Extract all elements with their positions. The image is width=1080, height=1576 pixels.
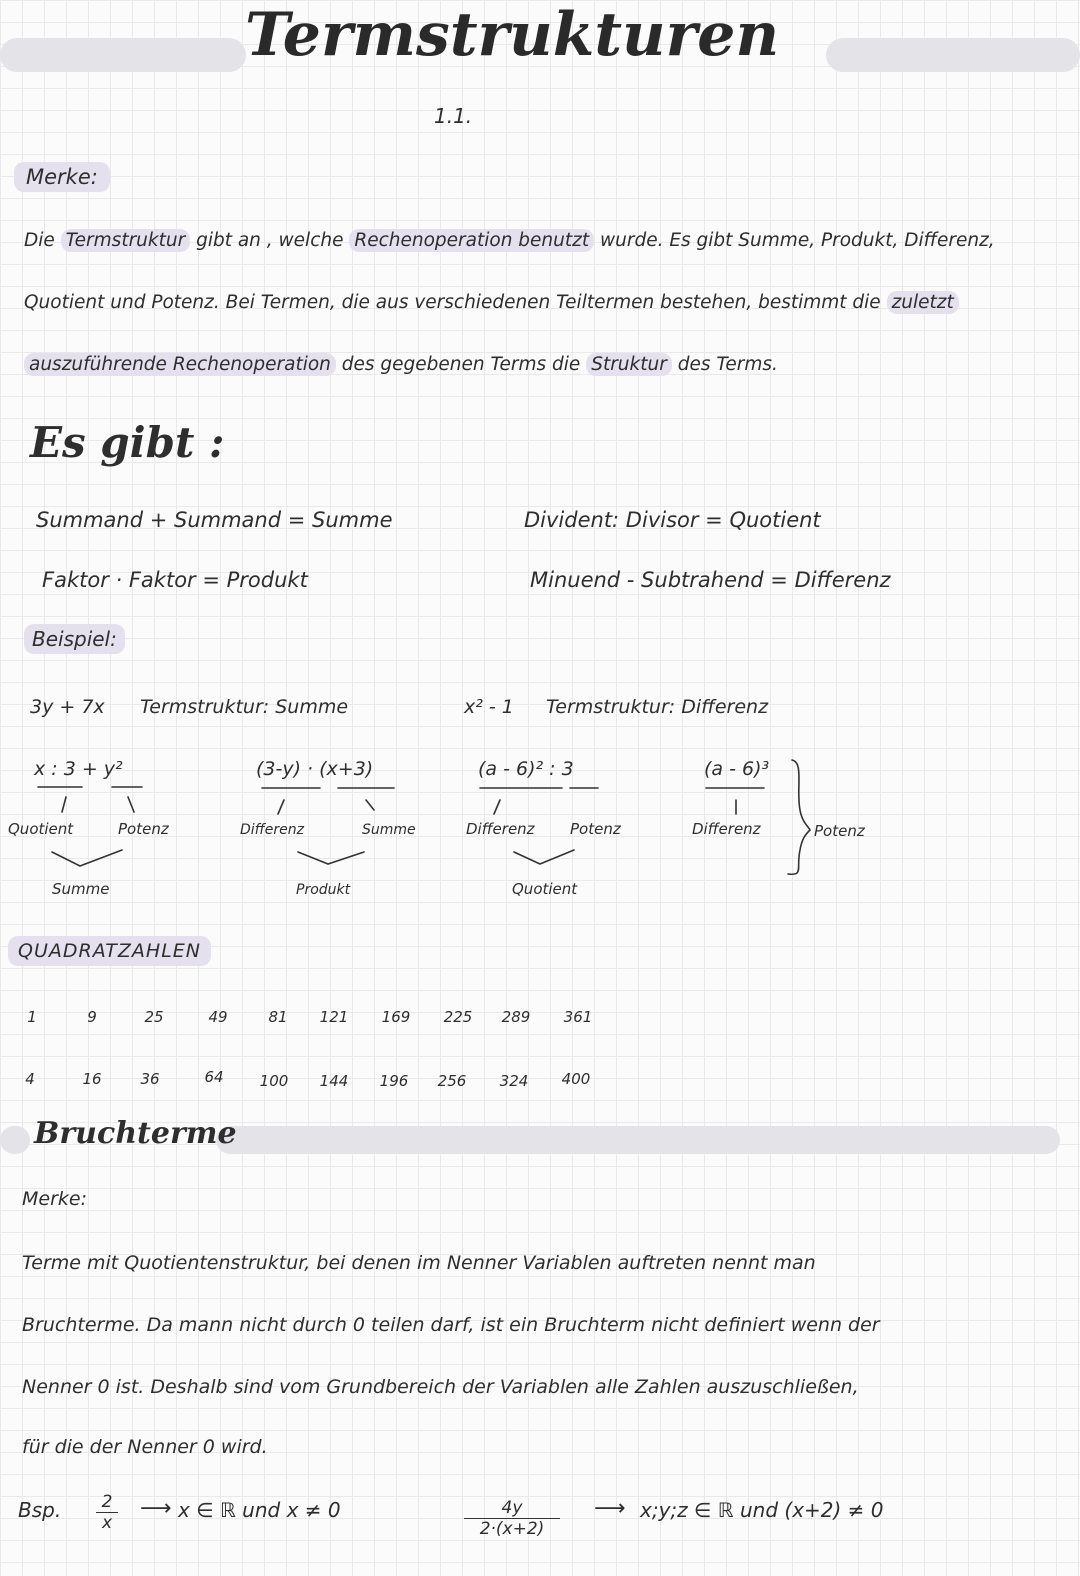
square-number: 225	[443, 1008, 473, 1026]
square-number: 64	[204, 1068, 224, 1086]
formula-differenz: Minuend - Subtrahend = Differenz	[530, 568, 891, 592]
tree-3-root: Quotient	[512, 880, 578, 898]
bruchterme-banner-left	[0, 1126, 30, 1154]
square-number: 400	[561, 1070, 591, 1088]
formula-produkt: Faktor · Faktor = Produkt	[42, 568, 308, 592]
square-number: 169	[381, 1008, 411, 1026]
square-number: 81	[268, 1008, 288, 1026]
square-number: 196	[379, 1072, 409, 1090]
tree-1-term: x : 3 + y²	[34, 758, 123, 780]
merke-line-1: Die Termstruktur gibt an , welche Rechenoperation benutzt wurde. Es gibt Summe, Produkt, Differenz,	[24, 230, 995, 251]
example-2-structure: Termstruktur: Differenz	[546, 696, 769, 718]
beispiel-label: Beispiel:	[24, 624, 125, 654]
merke-line-2: Quotient und Potenz. Bei Termen, die aus verschiedenen Teiltermen bestehen, bestimmt die zuletzt	[24, 292, 959, 313]
tree-2-term: (3-y) · (x+3)	[256, 758, 374, 780]
square-number: 25	[144, 1008, 164, 1026]
example-1-structure: Termstruktur: Summe	[140, 696, 349, 718]
square-number: 4	[25, 1070, 35, 1088]
merke-label: Merke:	[14, 162, 110, 192]
tree-3-right: Potenz	[570, 820, 621, 838]
tree-4-root: Potenz	[814, 822, 865, 840]
tree-1-left: Quotient	[8, 820, 74, 838]
example-1-domain: x ∈ ℝ und x ≠ 0	[178, 1498, 341, 1522]
tree-1-root: Summe	[52, 880, 110, 898]
arrow-icon: ⟶	[594, 1496, 626, 1521]
example-1-term: 3y + 7x	[30, 696, 105, 718]
highlight-termstruktur: Termstruktur	[61, 229, 191, 252]
bruch-line-3: Nenner 0 ist. Deshalb sind vom Grundbereich der Variablen alle Zahlen auszuschließen,	[22, 1376, 859, 1398]
bsp-label: Bsp.	[18, 1498, 62, 1522]
formula-summe: Summand + Summand = Summe	[36, 508, 393, 532]
square-number: 36	[140, 1070, 160, 1088]
square-number: 144	[319, 1072, 349, 1090]
square-number: 100	[259, 1072, 289, 1090]
square-number: 361	[563, 1008, 593, 1026]
bruch-line-4: für die der Nenner 0 wird.	[22, 1436, 268, 1458]
square-number: 289	[501, 1008, 531, 1026]
tree-3-left: Differenz	[466, 820, 535, 838]
arrow-icon: ⟶	[140, 1496, 172, 1521]
bruch-line-1: Terme mit Quotientenstruktur, bei denen im Nenner Variablen auftreten nennt man	[22, 1252, 816, 1274]
merke-line-3: auszuführende Rechenoperation des gegebenen Terms die Struktur des Terms.	[24, 354, 778, 375]
square-number: 9	[87, 1008, 97, 1026]
square-number: 1	[27, 1008, 37, 1026]
highlight-rechenoperation: Rechenoperation benutzt	[349, 229, 594, 252]
page-title: Termstrukturen	[245, 0, 780, 70]
square-number: 324	[499, 1072, 529, 1090]
tree-3-term: (a - 6)² : 3	[478, 758, 574, 780]
tree-4-term: (a - 6)³	[704, 758, 770, 780]
bruchterme-heading: Bruchterme	[34, 1116, 237, 1151]
square-number: 256	[437, 1072, 467, 1090]
fraction-4y-over-2x2: $\frac{4y}{2\cdot(x+2)}$	[464, 1498, 560, 1539]
formula-quotient: Divident: Divisor = Quotient	[524, 508, 821, 532]
fraction-2-over-x: $\frac{2}{x}$	[96, 1492, 118, 1533]
chapter-number: 1.1.	[434, 104, 473, 128]
highlight-struktur: Struktur	[586, 353, 672, 376]
quadratzahlen-label: QUADRATZAHLEN	[8, 936, 211, 966]
tree-4-left: Differenz	[692, 820, 761, 838]
merke-label-2: Merke:	[22, 1188, 87, 1210]
example-2-domain: x;y;z ∈ ℝ und (x+2) ≠ 0	[640, 1498, 884, 1522]
bruch-line-2: Bruchterme. Da mann nicht durch 0 teilen darf, ist ein Bruchterm nicht definiert wenn der	[22, 1314, 880, 1336]
highlight-auszufuehrende: auszuführende Rechenoperation	[24, 353, 336, 376]
bruchterme-banner-right	[216, 1126, 1060, 1154]
square-number: 49	[208, 1008, 228, 1026]
square-number: 121	[319, 1008, 349, 1026]
tree-2-root: Produkt	[296, 882, 351, 898]
highlight-zuletzt: zuletzt	[887, 291, 959, 314]
example-2-term: x² - 1	[464, 696, 514, 718]
tree-1-right: Potenz	[118, 820, 169, 838]
square-number: 16	[82, 1070, 102, 1088]
es-gibt-heading: Es gibt :	[30, 418, 225, 467]
tree-2-left: Differenz	[240, 822, 304, 838]
tree-2-right: Summe	[362, 822, 416, 838]
